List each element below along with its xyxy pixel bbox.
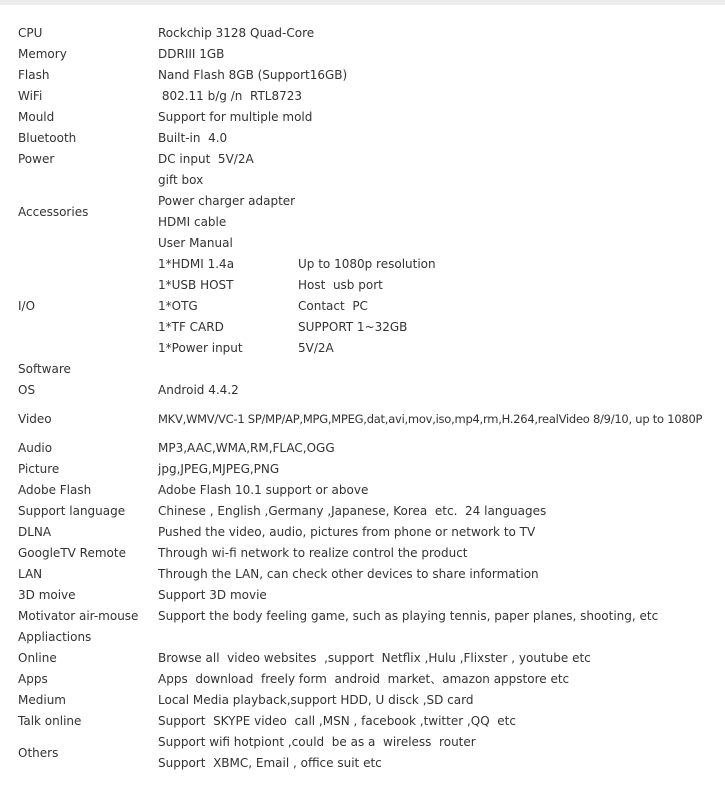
accessory-item (0, 191, 725, 212)
io-label: I/O (18, 299, 36, 313)
others-item (0, 732, 725, 753)
accessory-item (0, 170, 725, 191)
spec-row-apps (0, 669, 725, 690)
spec-value: Adobe Flash 10.1 support or above (158, 483, 369, 497)
spec-value: 802.11 b/g /n RTL8723 (158, 89, 303, 103)
accessory-value: Power charger adapter (158, 194, 296, 208)
spec-label: Apps (18, 672, 48, 686)
spec-row-medium (0, 690, 725, 711)
accessory-value: HDMI cable (158, 215, 227, 229)
spec-row-lan (0, 564, 725, 585)
io-port-row (0, 275, 725, 296)
spec-label: Bluetooth (18, 131, 77, 145)
spec-row-bluetooth (0, 128, 725, 149)
spec-value: Support 3D movie (158, 588, 267, 602)
spec-label: Flash (18, 68, 50, 82)
io-port-desc: Host usb port (298, 278, 383, 292)
spec-row-flash (0, 65, 725, 86)
io-port-name: 1*OTG (158, 299, 198, 313)
io-port-desc: Contact PC (298, 299, 368, 313)
spec-row-3d-movie (0, 585, 725, 606)
spec-value: Chinese , English ,Germany ,Japanese, Korea etc. 24 languages (158, 504, 547, 518)
applications-heading-row (0, 627, 725, 648)
spec-row-cpu (0, 23, 725, 44)
others-value: Support XBMC, Email , office suit etc (158, 756, 382, 770)
spec-label: Video (18, 412, 52, 426)
spec-label: Support language (18, 504, 126, 518)
spec-row-video (0, 409, 725, 430)
spec-row-wifi (0, 86, 725, 107)
others-value: Support wifi hotpiont ,could be as a wireless router (158, 735, 476, 749)
io-port-row (0, 338, 725, 359)
spec-label: Picture (18, 462, 60, 476)
software-heading-row (0, 359, 725, 380)
spec-row-online (0, 648, 725, 669)
spec-label: OS (18, 383, 36, 397)
spec-value: Rockchip 3128 Quad-Core (158, 26, 315, 40)
io-port-row (0, 317, 725, 338)
io-port-row (0, 254, 725, 275)
spec-value: Support SKYPE video call ,MSN , facebook ,twitter ,QQ etc (158, 714, 516, 728)
io-port-row (0, 296, 725, 317)
spec-value: MP3,AAC,WMA,RM,FLAC,OGG (158, 441, 335, 455)
spec-row-talk-online (0, 711, 725, 732)
spec-row-memory (0, 44, 725, 65)
accessory-item (0, 212, 725, 233)
spec-label: Adobe Flash (18, 483, 92, 497)
spec-label: CPU (18, 26, 43, 40)
spec-value: Pushed the video, audio, pictures from phone or network to TV (158, 525, 536, 539)
spec-label: Motivator air-mouse (18, 609, 139, 623)
spec-value: Through wi-fi network to realize control the product (158, 546, 468, 560)
spec-label: Power (18, 152, 55, 166)
spec-value: Built-in 4.0 (158, 131, 228, 145)
others-label: Others (18, 746, 59, 760)
spec-label: DLNA (18, 525, 52, 539)
spec-label: LAN (18, 567, 43, 581)
io-port-name: 1*Power input (158, 341, 243, 355)
applications-heading: Appliactions (18, 630, 92, 644)
spec-row-power (0, 149, 725, 170)
spec-row-os (0, 380, 725, 401)
others-item (0, 753, 725, 774)
top-divider-bar (0, 0, 725, 5)
spec-label: WiFi (18, 89, 43, 103)
spec-label: 3D moive (18, 588, 76, 602)
spec-row-adobe-flash (0, 480, 725, 501)
spec-row-mould (0, 107, 725, 128)
spec-label: Online (18, 651, 57, 665)
io-port-name: 1*HDMI 1.4a (158, 257, 235, 271)
spec-value: Support for multiple mold (158, 110, 313, 124)
io-port-desc: SUPPORT 1~32GB (298, 320, 408, 334)
spec-value: Nand Flash 8GB (Support16GB) (158, 68, 348, 82)
spec-value: jpg,JPEG,MJPEG,PNG (158, 462, 280, 476)
spec-row-googletv-remote (0, 543, 725, 564)
io-port-name: 1*USB HOST (158, 278, 234, 292)
spec-value: Apps download freely form android market、amazon appstore etc (158, 672, 570, 686)
io-port-desc: Up to 1080p resolution (298, 257, 436, 271)
spec-row-support-language (0, 501, 725, 522)
spec-label: Audio (18, 441, 53, 455)
software-heading: Software (18, 362, 71, 376)
spec-value: Browse all video websites ,support Netflix ,Hulu ,Flixster , youtube etc (158, 651, 591, 665)
accessories-label: Accessories (18, 205, 89, 219)
spec-row-dlna (0, 522, 725, 543)
spec-value: DC input 5V/2A (158, 152, 254, 166)
spec-value: DDRIII 1GB (158, 47, 225, 61)
spec-value: Local Media playback,support HDD, U disck ,SD card (158, 693, 474, 707)
spec-value: Android 4.4.2 (158, 383, 239, 397)
spec-value: Support the body feeling game, such as playing tennis, paper planes, shooting, etc (158, 609, 659, 623)
io-port-name: 1*TF CARD (158, 320, 224, 334)
spec-value: Through the LAN, can check other devices to share information (158, 567, 539, 581)
spec-label: Medium (18, 693, 66, 707)
accessory-value: User Manual (158, 236, 233, 250)
accessory-value: gift box (158, 173, 204, 187)
spec-label: Memory (18, 47, 67, 61)
accessory-item (0, 233, 725, 254)
spec-label: Talk online (18, 714, 82, 728)
spec-value: MKV,WMV/VC-1 SP/MP/AP,MPG,MPEG,dat,avi,mov,iso,mp4,rm,H.264,realVideo 8/9/10, up to 1080P (158, 412, 703, 426)
spec-label: GoogleTV Remote (18, 546, 126, 560)
spec-row-audio (0, 438, 725, 459)
spec-label: Mould (18, 110, 55, 124)
spec-row-air-mouse (0, 606, 725, 627)
spec-row-picture (0, 459, 725, 480)
io-port-desc: 5V/2A (298, 341, 334, 355)
